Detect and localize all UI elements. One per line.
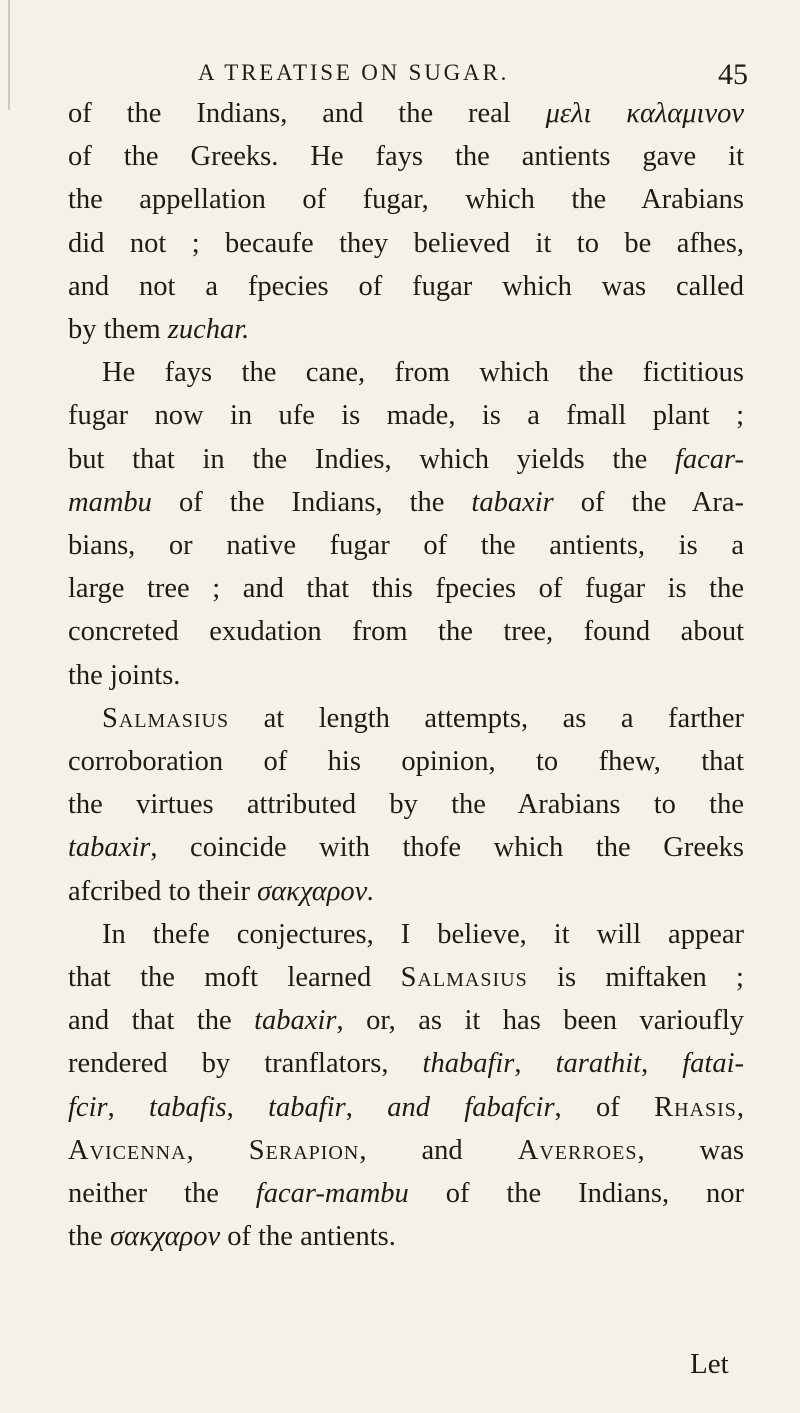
text-run: , xyxy=(186,1134,249,1166)
text-line xyxy=(68,438,744,481)
text-run: the appellation of fugar, which the Arabians xyxy=(68,184,744,216)
text-line xyxy=(68,524,744,567)
text-line xyxy=(68,783,744,826)
text-run: did not ; becaufe they believed it to be afhes, xyxy=(68,227,744,259)
text-line xyxy=(68,826,744,869)
text-line xyxy=(68,222,744,265)
text-run: that the moft learned xyxy=(68,962,401,994)
text-run: by them xyxy=(68,314,168,346)
italic-text: tabaxir xyxy=(471,486,554,518)
text-run: corroboration of his opinion, to fhew, that xyxy=(68,746,744,778)
text-run: of the Indians, nor xyxy=(408,1178,745,1210)
small-caps-name: Serapion xyxy=(248,1134,360,1166)
text-line xyxy=(68,1042,744,1085)
italic-text: σακχαρον xyxy=(109,1221,221,1253)
text-run: afcribed to their xyxy=(68,875,258,907)
italic-text: fabafcir xyxy=(464,1091,555,1123)
text-line xyxy=(68,351,744,394)
text-run: , xyxy=(345,1091,388,1123)
italic-text: tabaxir xyxy=(254,1005,337,1037)
text-run: concreted exudation from the tree, found about xyxy=(68,616,744,648)
text-run: of the antients. xyxy=(220,1221,396,1253)
text-run: He fays the cane, from which the fictitious xyxy=(102,357,744,389)
text-run: rendered by tranflators, xyxy=(68,1048,423,1080)
text-run: the xyxy=(68,1221,110,1253)
catchword: Let xyxy=(690,1348,729,1380)
text-line xyxy=(68,697,744,740)
small-caps-name: Avicenna xyxy=(68,1134,187,1166)
text-line xyxy=(68,481,744,524)
text-run: of the Indians, the xyxy=(151,486,472,518)
text-run: bians, or native fugar of the antients, is a xyxy=(68,530,744,562)
text-run: but that in the Indies, which yields the xyxy=(68,443,675,475)
small-caps-name: Salmasius xyxy=(102,702,230,734)
text-run: , xyxy=(514,1048,556,1080)
text-run: of the Indians, and the real xyxy=(68,98,546,129)
italic-text: and xyxy=(387,1091,430,1123)
italic-text: μελι καλαμινον xyxy=(545,98,744,129)
text-run: , was xyxy=(637,1134,744,1166)
page-number: 45 xyxy=(718,58,748,91)
text-run xyxy=(430,1092,464,1123)
text-line xyxy=(68,1172,744,1215)
text-line xyxy=(68,265,744,308)
text-run: , xyxy=(736,1091,745,1123)
text-run: , xyxy=(107,1091,150,1123)
italic-text: tabafir xyxy=(268,1091,346,1123)
text-run: of the Greeks. He fays the antients gave it xyxy=(68,141,744,173)
text-line xyxy=(68,1215,744,1258)
text-line xyxy=(68,956,744,999)
text-run: neither the xyxy=(68,1178,256,1210)
small-caps-name: Averroes xyxy=(517,1134,638,1166)
italic-text: fcir xyxy=(68,1091,108,1123)
running-head xyxy=(0,52,800,92)
text-run: at length attempts, as a farther xyxy=(229,702,744,734)
italic-text: tarathit xyxy=(555,1048,642,1080)
text-run: and that the xyxy=(68,1005,255,1037)
small-caps-name: Rhasis xyxy=(654,1091,737,1123)
italic-text: fatai- xyxy=(682,1048,745,1080)
text-line xyxy=(68,135,744,178)
text-run: , xyxy=(226,1091,269,1123)
italic-text: σακχαρον. xyxy=(257,875,375,907)
text-line xyxy=(68,92,744,135)
text-run: fugar now in ufe is made, is a fmall plant ; xyxy=(68,400,744,432)
text-run: the virtues attributed by the Arabians to the xyxy=(68,789,744,821)
small-caps-name: Salmasius xyxy=(400,962,528,994)
text-line xyxy=(68,999,744,1042)
text-line xyxy=(68,913,744,956)
text-line xyxy=(68,1086,744,1129)
italic-text: zuchar. xyxy=(167,314,250,346)
text-line xyxy=(68,1129,744,1172)
italic-text: thabafir xyxy=(422,1048,515,1080)
text-run: , xyxy=(641,1048,683,1080)
text-run: the joints. xyxy=(68,659,181,691)
italic-text: mambu xyxy=(68,486,152,518)
text-line xyxy=(68,654,744,697)
italic-text: facar-mambu xyxy=(255,1178,409,1210)
italic-text: tabafis xyxy=(149,1091,227,1123)
italic-text: tabaxir xyxy=(68,832,151,864)
text-run: In thefe conjectures, I believe, it will appear xyxy=(102,918,744,950)
text-run: large tree ; and that this fpecies of fugar is the xyxy=(68,573,744,605)
text-line xyxy=(68,178,744,221)
text-run: , of xyxy=(554,1091,655,1123)
text-line xyxy=(68,740,744,783)
text-run: , or, as it has been varioufly xyxy=(336,1005,744,1037)
italic-text: facar- xyxy=(674,443,744,475)
text-line xyxy=(68,870,744,913)
text-run: and not a fpecies of fugar which was called xyxy=(68,270,744,302)
text-run: , and xyxy=(359,1134,518,1166)
running-title: A TREATISE ON SUGAR. xyxy=(198,60,510,85)
text-line xyxy=(68,394,744,437)
text-run: , coincide with thofe which the Greeks xyxy=(150,832,744,864)
text-line xyxy=(68,567,744,610)
text-line xyxy=(68,308,744,351)
body-text xyxy=(68,92,744,1258)
text-line xyxy=(68,610,744,653)
text-run: of the Ara- xyxy=(553,486,745,518)
text-run: is miftaken ; xyxy=(527,962,744,994)
